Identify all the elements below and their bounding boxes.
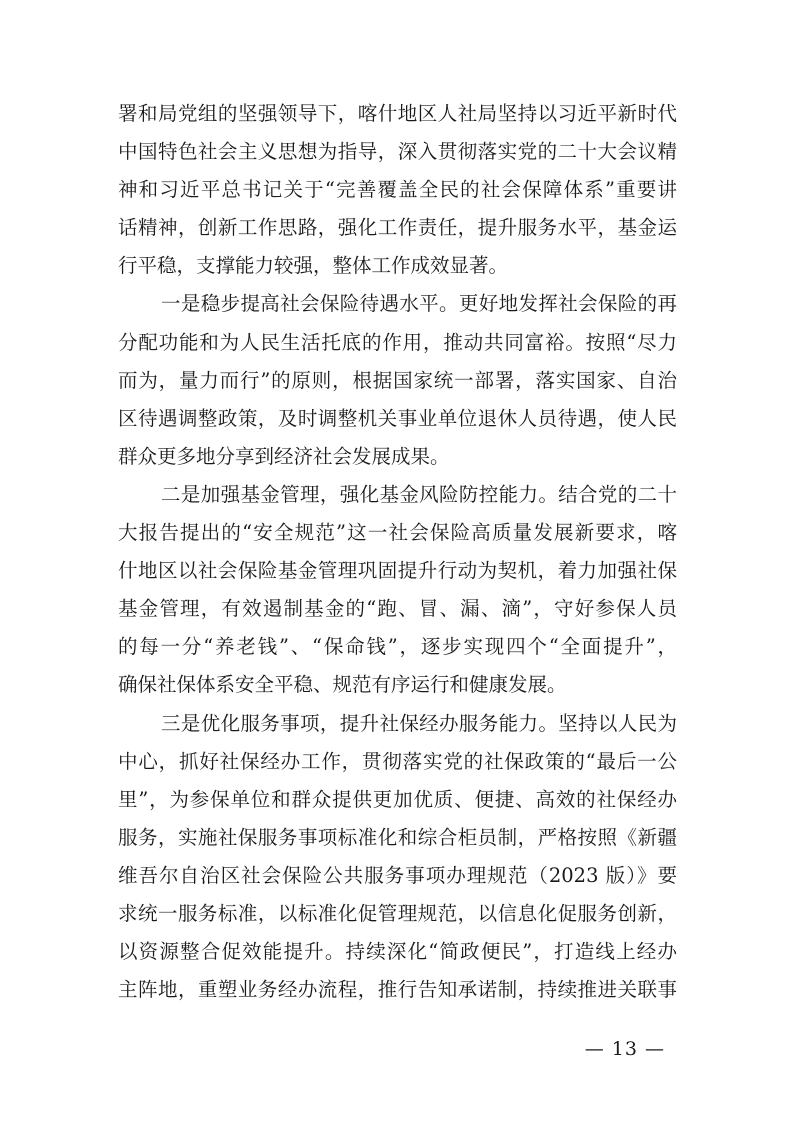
page-number: — 13 — (584, 1038, 665, 1060)
text-line: 中心，抓好社保经办工作，贯彻落实党的社保政策的“最后一公 (118, 749, 677, 773)
paragraph-first-line: 一是稳步提高社会保险待遇水平。更好地发挥社会保险的再 (161, 292, 677, 316)
text-line: 确保社保体系安全平稳、规范有序运行和健康发展。 (118, 673, 567, 697)
text-line: 主阵地，重塑业务经办流程，推行告知承诺制，持续推进关联事 (118, 978, 677, 1002)
text-line: 行平稳，支撑能力较强，整体工作成效显著。 (118, 254, 509, 278)
text-line: 区待遇调整政策，及时调整机关事业单位退休人员待遇，使人民 (118, 406, 677, 430)
text-line: 里”，为参保单位和群众提供更加优质、便捷、高效的社保经办 (118, 787, 677, 811)
text-line: 而为，量力而行”的原则，根据国家统一部署，落实国家、自治 (118, 368, 677, 392)
text-line: 分配功能和为人民生活托底的作用，推动共同富裕。按照“尽力 (118, 330, 677, 354)
paragraph-first-line: 三是优化服务事项，提升社保经办服务能力。坚持以人民为 (161, 711, 677, 735)
text-line: 话精神，创新工作思路，强化工作责任，提升服务水平，基金运 (118, 216, 677, 240)
document-body (118, 95, 677, 1009)
text-line: 署和局党组的坚强领导下，喀什地区人社局坚持以习近平新时代 (118, 102, 677, 125)
text-line: 以资源整合促效能提升。持续深化“简政便民”，打造线上经办 (118, 940, 677, 964)
text-line: 中国特色社会主义思想为指导，深入贯彻落实党的二十大会议精 (118, 140, 677, 164)
text-line: 基金管理，有效遏制基金的“跑、冒、漏、滴”，守好参保人员 (118, 597, 677, 621)
text-line: 维吾尔自治区社会保险公共服务事项办理规范（2023 版）》要 (118, 863, 677, 887)
text-line: 大报告提出的“安全规范”这一社会保险高质量发展新要求，喀 (118, 521, 677, 545)
text-line: 的每一分“养老钱”、“保命钱”，逐步实现四个“全面提升”， (118, 635, 677, 659)
text-line: 求统一服务标准，以标准化促管理规范，以信息化促服务创新， (118, 901, 677, 925)
text-line: 服务，实施社保服务事项标准化和综合柜员制，严格按照《新疆 (118, 825, 677, 849)
text-line: 神和习近平总书记关于“完善覆盖全民的社会保障体系”重要讲 (118, 178, 677, 202)
text-line: 什地区以社会保险基金管理巩固提升行动为契机，着力加强社保 (118, 559, 677, 583)
paragraph-first-line: 二是加强基金管理，强化基金风险防控能力。结合党的二十 (161, 482, 677, 506)
text-line: 群众更多地分享到经济社会发展成果。 (118, 444, 450, 468)
